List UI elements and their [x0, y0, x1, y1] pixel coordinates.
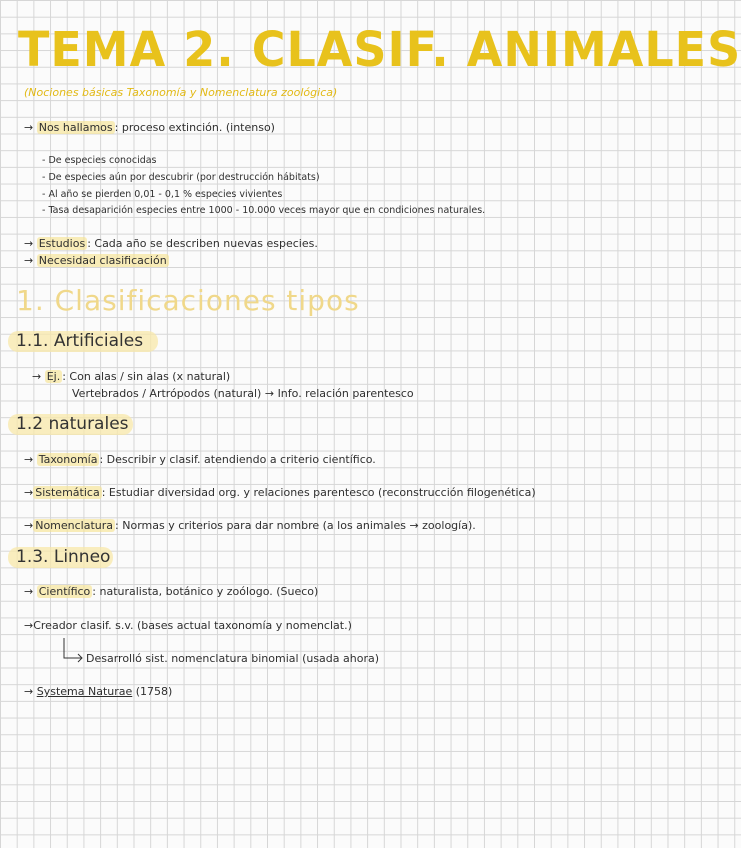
- cientifico-line: [24, 585, 318, 598]
- subheading-artificiales: 1.1. Artificiales: [16, 331, 144, 351]
- arrow-icon: →: [32, 370, 45, 383]
- page-title: TEMA 2. CLASIF. ANIMALES: [18, 20, 741, 78]
- sistematica-line: [24, 486, 536, 499]
- arrow-icon: →: [24, 453, 37, 466]
- necesidad-line: [24, 254, 169, 267]
- taxonomia-label: Taxonomía: [38, 453, 98, 466]
- arrow-icon: →: [24, 585, 37, 598]
- nomenclatura-label: Nomenclatura: [35, 519, 114, 532]
- creador-text: Creador clasif. s.v. (bases actual taxonomía y nomenclat.): [33, 619, 352, 632]
- ej-label: Ej.: [46, 370, 61, 383]
- arrow-icon: →: [24, 685, 37, 698]
- estudios-label: Estudios: [38, 237, 86, 250]
- arrow-icon: →: [24, 619, 34, 632]
- nomenclatura-line: [24, 519, 476, 532]
- hook-arrow-icon: [58, 636, 88, 666]
- section-heading: 1. Clasificaciones tipos: [16, 284, 360, 317]
- subheading-linneo: 1.3. Linneo: [16, 547, 111, 567]
- bullet-1: - De especies conocidas: [42, 155, 157, 166]
- hallamos-label: Nos hallamos: [38, 121, 113, 134]
- arrow-icon: →: [24, 486, 34, 499]
- estudios-line: [24, 237, 318, 250]
- arrow-icon: →: [24, 237, 37, 250]
- cientifico-label: Científico: [38, 585, 91, 598]
- bullet-4: - Tasa desaparición especies entre 1000 - 10.000 veces mayor que en condiciones naturales.: [42, 205, 486, 216]
- page-subtitle: (Nociones básicas Taxonomía y Nomenclatura zoológica): [24, 86, 338, 99]
- arrow-icon: →: [24, 519, 34, 532]
- subheading-naturales: 1.2 naturales: [16, 414, 129, 434]
- bullet-3: - Al año se pierden 0,01 - 0,1 % especies vivientes: [42, 189, 283, 200]
- necesidad-text: Necesidad clasificación: [38, 254, 167, 267]
- estudios-text: : Cada año se describen nuevas especies.: [87, 237, 318, 250]
- cientifico-text: : naturalista, botánico y zoólogo. (Sueco): [92, 585, 319, 598]
- nomenclatura-text: : Normas y criterios para dar nombre (a los animales → zoología).: [115, 519, 476, 532]
- systema-year: (1758): [135, 685, 173, 698]
- ej-line-2: Vertebrados / Artrópodos (natural) → Info. relación parentesco: [72, 387, 414, 400]
- hallamos-line: [24, 121, 275, 134]
- arrow-icon: →: [24, 121, 37, 134]
- hallamos-text: : proceso extinción. (intenso): [114, 121, 275, 134]
- desarrollo-text: Desarrolló sist. nomenclatura binomial (usada ahora): [86, 652, 380, 665]
- systema-title: Systema Naturae: [36, 685, 133, 698]
- creador-line: [24, 619, 352, 632]
- taxonomia-line: [24, 453, 376, 466]
- taxonomia-text: : Describir y clasif. atendiendo a criterio científico.: [99, 453, 376, 466]
- ej-text: : Con alas / sin alas (x natural): [62, 370, 231, 383]
- ej-line: [32, 370, 230, 383]
- arrow-icon: →: [24, 254, 37, 267]
- systema-line: [24, 685, 172, 698]
- sistematica-text: : Estudiar diversidad org. y relaciones parentesco (reconstrucción filogenética): [101, 486, 536, 499]
- sistematica-label: Sistemática: [35, 486, 100, 499]
- bullet-2: - De especies aún por descubrir (por destrucción hábitats): [42, 172, 320, 183]
